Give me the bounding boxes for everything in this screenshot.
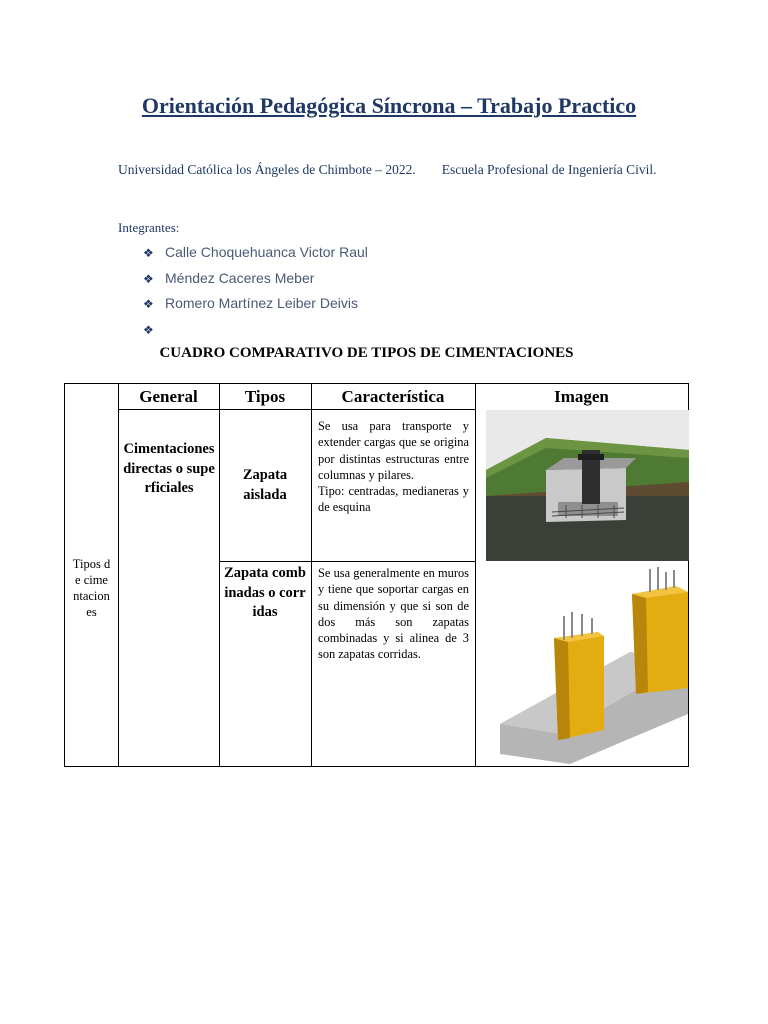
table-border — [219, 383, 220, 767]
members-list — [143, 242, 368, 344]
caracteristica-text: Se usa generalmente en muros y tiene que soportar cargas en su dimensión y que si son de dos más son zapatas combinadas y si alinea de 3 son zapatas corridas. — [318, 566, 469, 662]
tipo-zapata-aislada: Zapata aislada — [242, 467, 288, 503]
diamond-bullet-icon: ❖ — [143, 322, 154, 337]
table-border — [118, 383, 119, 767]
caracteristica-extra: Tipo: centradas, medianeras y de esquina — [318, 484, 469, 515]
list-item — [143, 242, 368, 268]
row-label — [66, 410, 117, 766]
list-item — [143, 268, 368, 294]
diamond-bullet-icon: ❖ — [143, 297, 154, 311]
table-border — [475, 383, 476, 767]
member-name: Méndez Caceres Meber — [165, 269, 315, 286]
row-label-text: Tipos de cimentaciones — [72, 557, 111, 619]
header-general: General — [139, 387, 198, 406]
table-border — [64, 383, 65, 767]
list-item — [143, 293, 368, 319]
caracteristica-zapata-combinada — [312, 563, 475, 665]
table-border — [64, 766, 689, 767]
header-tipos: Tipos — [244, 387, 286, 406]
university-line — [118, 156, 658, 184]
list-item — [143, 319, 368, 345]
header-caracteristica: Característica — [341, 387, 445, 406]
combined-footing-image — [500, 564, 688, 764]
table-title: CUADRO COMPARATIVO DE TIPOS DE CIMENTACIONES — [159, 345, 574, 361]
diamond-bullet-icon: ❖ — [143, 271, 154, 286]
general-cell: Cimentaciones directas o superficiales — [123, 441, 215, 496]
header-imagen: Imagen — [554, 387, 609, 406]
isolated-footing-image — [486, 410, 689, 561]
member-name: Romero Martínez Leiber Deivis — [165, 295, 358, 311]
diamond-bullet-icon: ❖ — [143, 246, 154, 260]
table-border — [118, 409, 476, 410]
tipo-zapata-combinada: Zapata combinadas o corridas — [224, 565, 306, 620]
university-name: Universidad Católica los Ángeles de Chimbote – 2022. — [118, 162, 416, 177]
school-name: Escuela Profesional de Ingeniería Civil. — [441, 162, 657, 177]
member-name: Calle Choquehuanca Victor Raul — [165, 244, 368, 260]
caracteristica-zapata-aislada — [312, 416, 475, 518]
page-title: Orientación Pedagógica Síncrona – Trabajo Practico — [141, 93, 637, 118]
members-label: Integrantes: — [118, 220, 180, 235]
caracteristica-text: Se usa para transporte y extender cargas que se origina por distintas estructuras entre columnas y pilares. — [318, 419, 469, 482]
table-border — [219, 561, 476, 562]
